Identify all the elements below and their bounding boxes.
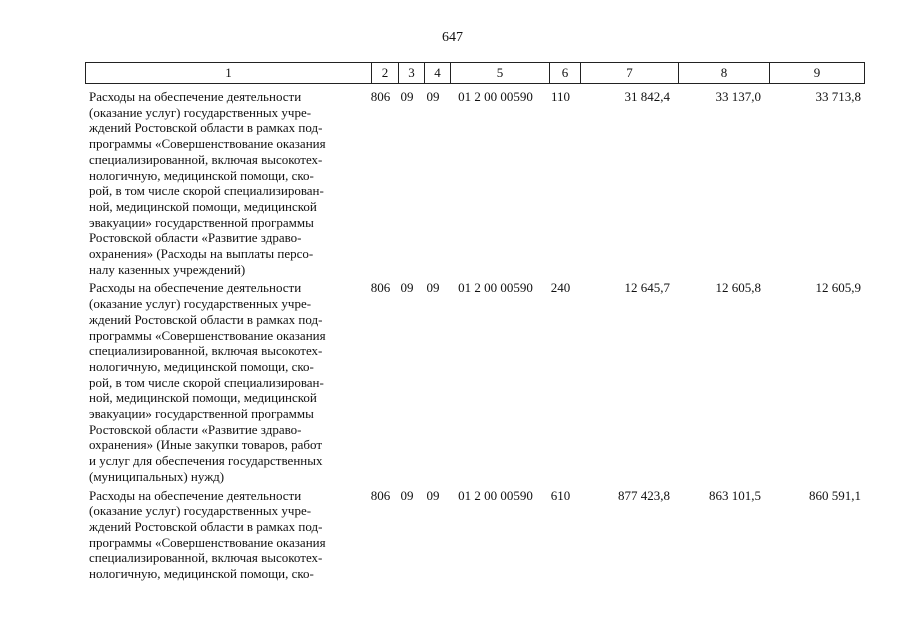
cell-amount-7: 12 645,7 bbox=[624, 280, 670, 296]
header-cell-8: 8 bbox=[679, 63, 770, 84]
description-line: рой, в том числе скорой специализирован- bbox=[89, 183, 324, 199]
description-line: Расходы на обеспечение деятельности bbox=[89, 487, 302, 503]
description-line: рой, в том числе скорой специализирован- bbox=[89, 374, 324, 390]
row-description bbox=[85, 280, 367, 484]
row-description bbox=[85, 89, 367, 277]
cell-ministry-code: 806 bbox=[370, 280, 391, 296]
description-line: (оказание услуг) государственных учре- bbox=[89, 104, 312, 120]
cell-amount-8: 863 101,5 bbox=[709, 487, 761, 503]
cell-expense-type: 240 bbox=[550, 280, 571, 296]
table-row bbox=[85, 488, 865, 582]
description-line: ждений Ростовской области в рамках под- bbox=[89, 120, 323, 136]
description-line: Ростовской области «Развитие здраво- bbox=[89, 230, 302, 246]
description-line: ждений Ростовской области в рамках под- bbox=[89, 518, 323, 534]
cell-section: 09 bbox=[400, 280, 414, 296]
cell-ministry-code: 806 bbox=[370, 89, 391, 104]
description-line: Расходы на обеспечение деятельности bbox=[89, 280, 302, 296]
cell-section: 09 bbox=[400, 89, 414, 104]
description-line: эвакуации» государственной программы bbox=[89, 406, 314, 422]
description-line: нологичную, медицинской помощи, ско- bbox=[89, 167, 314, 183]
cell-ministry-code: 806 bbox=[370, 487, 391, 503]
header-cell-1: 1 bbox=[86, 63, 372, 84]
cell-amount-9: 12 605,9 bbox=[815, 280, 861, 296]
description-line: Ростовской области «Развитие здраво- bbox=[89, 421, 302, 437]
cell-amount-9: 33 713,8 bbox=[815, 89, 861, 104]
cell-subsection: 09 bbox=[426, 280, 440, 296]
description-line: Расходы на обеспечение деятельности bbox=[89, 89, 302, 104]
page-number: 647 bbox=[442, 30, 463, 45]
description-line: программы «Совершенствование оказания bbox=[89, 136, 326, 152]
table-row bbox=[85, 89, 865, 277]
cell-amount-8: 33 137,0 bbox=[715, 89, 761, 104]
description-line: нологичную, медицинской помощи, ско- bbox=[89, 358, 314, 374]
header-row bbox=[86, 63, 865, 84]
description-line: эвакуации» государственной программы bbox=[89, 214, 314, 230]
header-cell-2: 2 bbox=[372, 63, 399, 84]
cell-amount-8: 12 605,8 bbox=[715, 280, 761, 296]
description-line: налу казенных учреждений) bbox=[89, 261, 246, 277]
cell-subsection: 09 bbox=[426, 89, 440, 104]
cell-subsection: 09 bbox=[426, 487, 440, 503]
cell-target-article: 01 2 00 00590 bbox=[458, 89, 533, 104]
cell-target-article: 01 2 00 00590 bbox=[458, 487, 533, 503]
header-cell-7: 7 bbox=[581, 63, 679, 84]
description-line: и услуг для обеспечения государственных bbox=[89, 453, 323, 469]
header-cell-6: 6 bbox=[550, 63, 581, 84]
cell-section: 09 bbox=[400, 487, 414, 503]
description-line: охранения» (Расходы на выплаты персо- bbox=[89, 246, 314, 262]
description-line: специализированной, включая высокотех- bbox=[89, 343, 323, 359]
cell-amount-9: 860 591,1 bbox=[809, 487, 861, 503]
header-cell-3: 3 bbox=[399, 63, 425, 84]
row-description bbox=[85, 488, 367, 582]
cell-amount-7: 31 842,4 bbox=[624, 89, 670, 104]
description-line: программы «Совершенствование оказания bbox=[89, 534, 326, 550]
cell-target-article: 01 2 00 00590 bbox=[458, 280, 533, 296]
description-line: ной, медицинской помощи, медицинской bbox=[89, 198, 317, 214]
header-cell-5: 5 bbox=[451, 63, 550, 84]
table-body bbox=[85, 89, 865, 585]
description-line: (оказание услуг) государственных учре- bbox=[89, 296, 312, 312]
table-header bbox=[85, 62, 865, 84]
description-line: ной, медицинской помощи, медицинской bbox=[89, 390, 317, 406]
table-row bbox=[85, 280, 865, 484]
header-cell-9: 9 bbox=[770, 63, 865, 84]
description-line: ждений Ростовской области в рамках под- bbox=[89, 311, 323, 327]
cell-amount-7: 877 423,8 bbox=[618, 487, 670, 503]
description-line: нологичную, медицинской помощи, ско- bbox=[89, 566, 314, 582]
cell-expense-type: 610 bbox=[550, 487, 571, 503]
description-line: (муниципальных) нужд) bbox=[89, 468, 225, 484]
description-line: (оказание услуг) государственных учре- bbox=[89, 503, 312, 519]
header-cell-4: 4 bbox=[425, 63, 451, 84]
description-line: программы «Совершенствование оказания bbox=[89, 327, 326, 343]
description-line: охранения» (Иные закупки товаров, работ bbox=[89, 437, 323, 453]
description-line: специализированной, включая высокотех- bbox=[89, 550, 323, 566]
description-line: специализированной, включая высокотех- bbox=[89, 151, 323, 167]
cell-expense-type: 110 bbox=[550, 89, 571, 104]
